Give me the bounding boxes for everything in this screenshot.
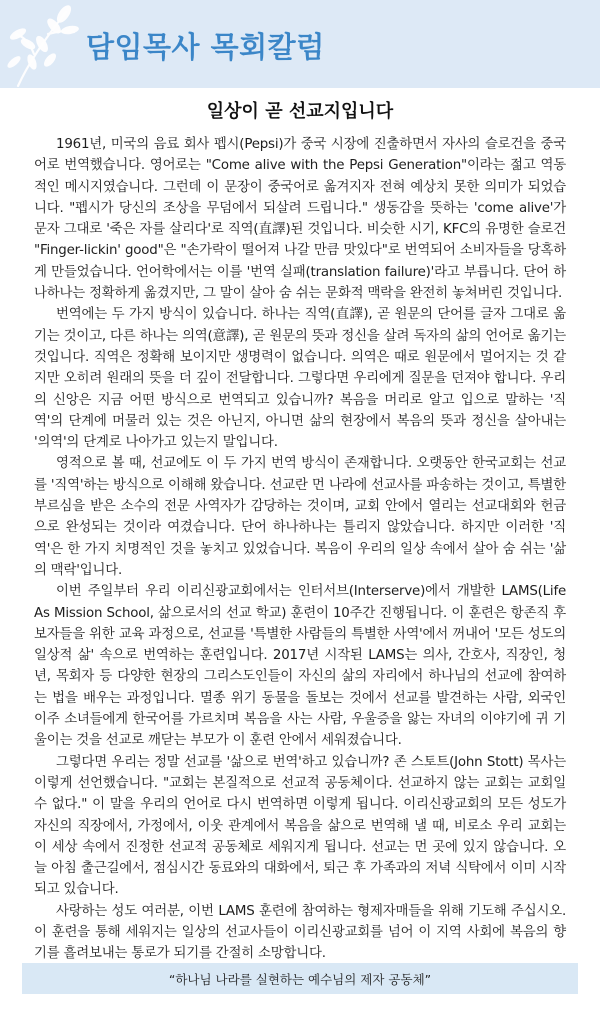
paragraph: 사랑하는 성도 여러분, 이번 LAMS 훈련에 참여하는 형제자매들을 위해 기도해 주십시오. 이 훈련을 통해 세워지는 일상의 선교사들이 이리신광교회를 넘어 이 지역 사회에 복음의 향기를 흘려보내는 통로가 되기를 간절히 소망합니다. — [34, 903, 566, 962]
column-header — [0, 0, 600, 88]
column-title: 담임목사 목회칼럼 — [86, 30, 325, 64]
article-title: 일상이 곧 선교지입니다 — [206, 101, 394, 122]
church-motto-banner — [22, 963, 578, 994]
article-body — [34, 134, 566, 965]
paragraph: 이번 주일부터 우리 이리신광교회에서는 인터서브(Interserve)에서 개발한 LAMS(Life As Mission School, 삶으로서의 선교 학교) 훈련이 10주간 진행됩니다. 이 훈련은 항존직 후보자들을 위한 교육 과정으로, 선교를 '특별한 사람들의 특별한 사역'에서 꺼내어 '모든 성도의 일상적 삶' 속으로 번역하는 훈련입니다. 2017년 시작된 LAMS는 의사, 간호사, 직장인, 청년, 목회자 등 다양한 현장의 그리스도인들이 자신의 삶의 자리에서 하나님의 선교에 참여하는 법을 배우는 과정입니다. 멸종 위기 동물을 돌보는 것에서 선교를 발견하는 사람, 외국인 이주 소녀들에게 한국어를 가르치며 복음을 사는 사람, 우울증을 앓는 자녀의 이야기에 귀 기울이는 것을 선교로 깨닫는 부모가 이 훈련 안에서 세워졌습니다. — [34, 584, 566, 749]
paragraph: 번역에는 두 가지 방식이 있습니다. 하나는 직역(直譯), 곧 원문의 단어를 글자 그대로 옮기는 것이고, 다른 하나는 의역(意譯), 곧 원문의 뜻과 정신을 살려 독자의 삶의 언어로 옮기는 것입니다. 직역은 정확해 보이지만 생명력이 없습니다. 의역은 때로 원문에서 멀어지는 것 같지만 오히려 원래의 뜻을 더 깊이 전달합니다. 그렇다면 우리에게 질문을 던져야 합니다. 우리의 신앙은 지금 어떤 방식으로 번역되고 있습니까? 복음을 머리로 알고 입으로 말하는 '직역'의 단계에 머물러 있는 것은 아닌지, 아니면 삶의 현장에서 복음의 뜻과 정신을 살아내는 '의역'의 단계로 나아가고 있는지 말입니다. — [34, 307, 566, 451]
church-motto: “하나님 나라를 실현하는 예수님의 제자 공동체” — [168, 971, 432, 987]
paragraph: 1961년, 미국의 음료 회사 펩시(Pepsi)가 중국 시장에 진출하면서 자사의 슬로건을 중국어로 번역했습니다. 영어로는 "Come alive with the Pepsi Generation"이라는 젊고 역동적인 메시지였습니다. 그런데 이 문장이 중국어로 옮겨지자 전혀 예상치 못한 의미가 되었습니다. "펩시가 당신의 조상을 무덤에서 되살려 드립니다." 생동감을 뜻하는 'come alive'가 문자 그대로 '죽은 자를 살리다'로 직역(直譯)된 것입니다. 비슷한 시기, KFC의 유명한 슬로건 "Finger-lickin' good"은 "손가락이 떨어져 나갈 만큼 맛있다"로 번역되어 소비자들을 당혹하게 만들었습니다. 언어학에서는 이를 '번역 실패(translation failure)'라고 부릅니다. 단어 하나하나는 정확하게 옮겼지만, 그 말이 살아 숨 쉬는 문화적 맥락을 완전히 놓쳐버린 것입니다. — [34, 137, 566, 302]
leaf-branch-icon — [4, 4, 84, 92]
paragraph: 영적으로 볼 때, 선교에도 이 두 가지 번역 방식이 존재합니다. 오랫동안 한국교회는 선교를 '직역'하는 방식으로 이해해 왔습니다. 선교란 먼 나라에 선교사를 파송하는 것이고, 특별한 부르심을 받은 소수의 전문 사역자가 감당하는 것이며, 교회 안에서 열리는 선교대회와 헌금으로 완성되는 것이라 여겼습니다. 단어 하나하나는 틀리지 않았습니다. 하지만 이러한 '직역'은 한 가지 치명적인 것을 놓치고 있었습니다. 복음이 우리의 일상 속에서 살아 숨 쉬는 '삶의 맥락'입니다. — [34, 456, 566, 578]
paragraph: 그렇다면 우리는 정말 선교를 '삶으로 번역'하고 있습니까? 존 스토트(John Stott) 목사는 이렇게 선언했습니다. "교회는 본질적으로 선교적 공동체이다. 선교하지 않는 교회는 교회일 수 없다." 이 말을 우리의 언어로 다시 번역하면 이렇게 됩니다. 이리신광교회의 모든 성도가 자신의 직장에서, 가정에서, 이웃 관계에서 복음을 삶으로 번역해 낼 때, 비로소 우리 교회는 이 세상 속에서 진정한 선교적 공동체로 세워지게 됩니다. 선교는 먼 곳에 있지 않습니다. 오늘 아침 출근길에서, 점심시간 동료와의 대화에서, 퇴근 후 가족과의 저녁 식탁에서 이미 시작되고 있습니다. — [34, 754, 566, 898]
